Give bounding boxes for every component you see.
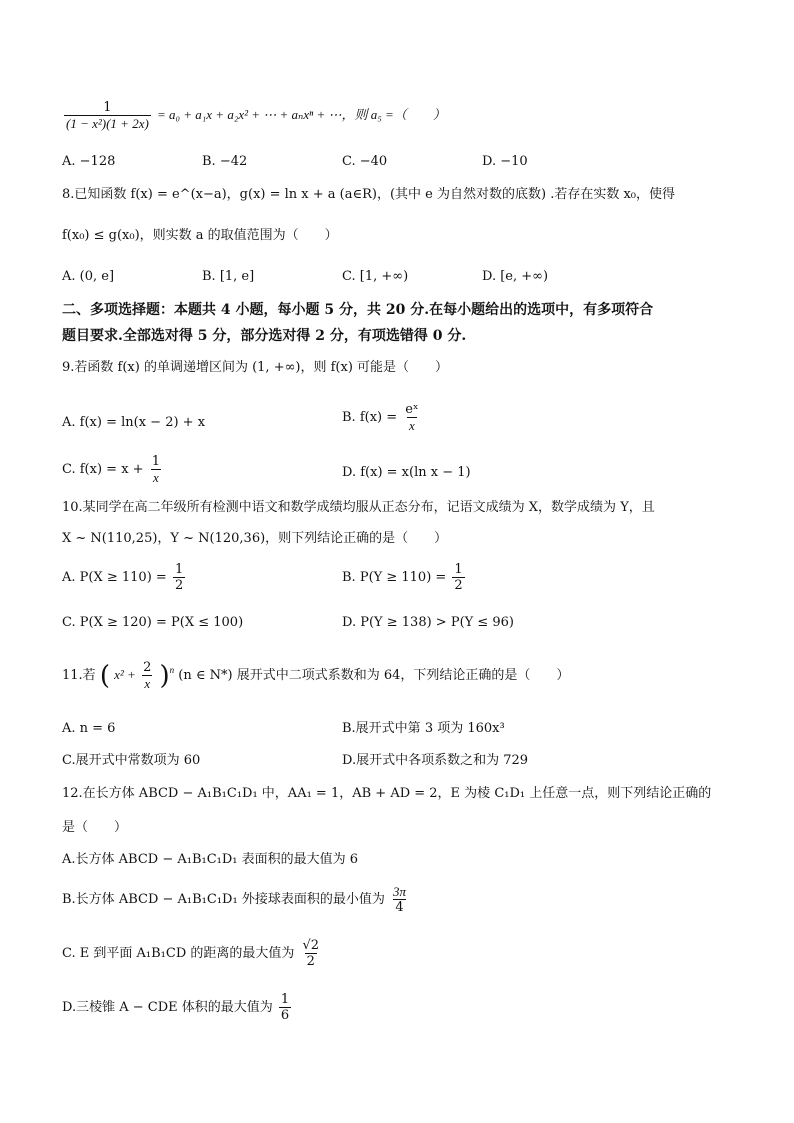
q10-option-a-numerator: 1 [174,562,184,577]
q9-option-c [62,454,164,485]
q11-base-numerator: 2 [143,660,152,675]
q12-option-d-numerator: 1 [280,992,290,1007]
q10-option-b-fraction [452,562,464,593]
q12-stem-line1: 12.在长方体 ABCD − A₁B₁C₁D₁ 中，AA₁ = 1，AB + AD = 2，E 为棱 C₁D₁ 上任意一点，则下列结论正确的 [62,786,712,801]
q12-option-b [62,884,410,915]
q10-option-c: C. P(X ≥ 120) = P(X ≤ 100) [62,615,244,630]
q10-option-a-fraction [173,562,185,593]
q9-option-b-denominator: x [408,418,415,433]
q10-option-b-denominator: 2 [454,578,463,593]
q9-option-b [342,402,422,433]
q12-stem-line2: 是（ ） [62,820,128,835]
q11-option-b: B.展开式中第 3 项为 160x³ [342,721,505,736]
section2-heading-line1: 二、多项选择题：本题共 4 小题，每小题 5 分，共 20 分.在每小题给出的选项中，有多项符合 [62,302,654,318]
q12-option-c-prefix: C. E 到平面 A₁B₁CD 的距离的最大值为 [62,946,295,961]
q7-expression [62,100,446,131]
q7-fraction-denominator: (1 − x²)(1 + 2x) [66,116,149,131]
q8-option-a: A. (0, e] [62,269,115,284]
q7-fraction-numerator: 1 [103,100,112,115]
q11-base: x² + [114,667,140,682]
q9-option-b-numerator: eˣ [405,402,419,417]
q10-option-a [62,562,187,593]
q11-base-fraction [141,660,153,691]
q12-option-d-fraction [279,992,291,1023]
q12-option-d [62,992,293,1023]
q11-option-c: C.展开式中常数项为 60 [62,753,201,768]
q12-option-c-numerator: √2 [302,938,320,953]
q10-stem-line2: X ~ N(110,25)，Y ~ N(120,36)，则下列结论正确的是（ ） [62,531,448,546]
q11-right-paren: ) [159,661,170,691]
q7-option-d: D. −10 [482,154,528,169]
q10-option-a-denominator: 2 [174,578,184,593]
q8-option-c: C. [1, +∞) [342,269,409,284]
q10-option-a-prefix: A. P(X ≥ 110) = [62,570,171,585]
q9-option-b-prefix: B. f(x) = [342,410,402,425]
q7-series: = a₀ + a₁x + a₂x² + ⋯ + aₙxⁿ + ⋯，则 a₅ =（ ） [156,107,446,122]
q12-option-a: A.长方体 ABCD − A₁B₁C₁D₁ 表面积的最大值为 6 [62,852,359,867]
q8-stem-line2: f(x₀) ≤ g(x₀)，则实数 a 的取值范围为（ ） [62,228,338,243]
q7-fraction [64,100,151,131]
q12-option-b-denominator: 4 [395,900,404,915]
q8-stem-line1: 8.已知函数 f(x) = e^(x−a)，g(x) = ln x + a (a∈R)，(其中 e 为自然对数的底数) .若存在实数 x₀，使得 [62,187,676,202]
q11-exponent: n [169,665,175,675]
q10-option-b-prefix: B. P(Y ≥ 110) = [342,570,451,585]
q7-option-b: B. −42 [202,154,248,169]
q10-option-b-numerator: 1 [454,562,463,577]
q7-option-a: A. −128 [62,154,116,169]
q12-option-d-denominator: 6 [280,1008,290,1023]
q10-option-d: D. P(Y ≥ 138) > P(Y ≤ 96) [342,615,514,630]
q9-stem: 9.若函数 f(x) 的单调递增区间为 (1, +∞)，则 f(x) 可能是（ ） [62,360,449,375]
q12-option-c [62,938,323,969]
q9-option-a: A. f(x) = ln(x − 2) + x [62,415,206,430]
q8-option-d: D. [e, +∞) [482,269,549,284]
q9-option-c-prefix: C. f(x) = x + [62,462,148,477]
q12-option-d-prefix: D.三棱锥 A − CDE 体积的最大值为 [62,1000,273,1015]
q9-option-b-fraction [403,402,420,433]
q9-option-d: D. f(x) = x(ln x − 1) [342,465,471,480]
q12-option-c-denominator: 2 [306,954,315,969]
q12-option-b-numerator: 3π [392,884,406,899]
q11-stem [62,660,569,691]
q9-option-c-numerator: 1 [151,454,160,469]
q10-stem-line1: 10.某同学在高二年级所有检测中语文和数学成绩均服从正态分布，记语文成绩为 X，数学成绩为 Y，且 [62,500,655,515]
q8-option-b: B. [1, e] [202,269,255,284]
q10-option-b [342,562,467,593]
q11-left-paren: ( [99,661,110,691]
q11-option-a: A. n = 6 [62,721,116,736]
q9-option-c-fraction [150,454,162,485]
q11-base-denominator: x [144,676,151,691]
q12-option-b-fraction [391,884,408,915]
q9-option-c-denominator: x [152,470,159,485]
q11-option-d: D.展开式中各项系数之和为 729 [342,753,529,768]
q7-option-c: C. −40 [342,154,388,169]
q11-stem-prefix: 11.若 [62,668,96,683]
section2-heading-line2: 题目要求.全部选对得 5 分，部分选对得 2 分，有项选错得 0 分. [62,328,467,344]
q11-stem-suffix: (n ∈ N*) 展开式中二项式系数和为 64，下列结论正确的是（ ） [178,668,570,683]
q12-option-b-prefix: B.长方体 ABCD − A₁B₁C₁D₁ 外接球表面积的最小值为 [62,892,385,907]
q12-option-c-fraction [301,938,322,969]
